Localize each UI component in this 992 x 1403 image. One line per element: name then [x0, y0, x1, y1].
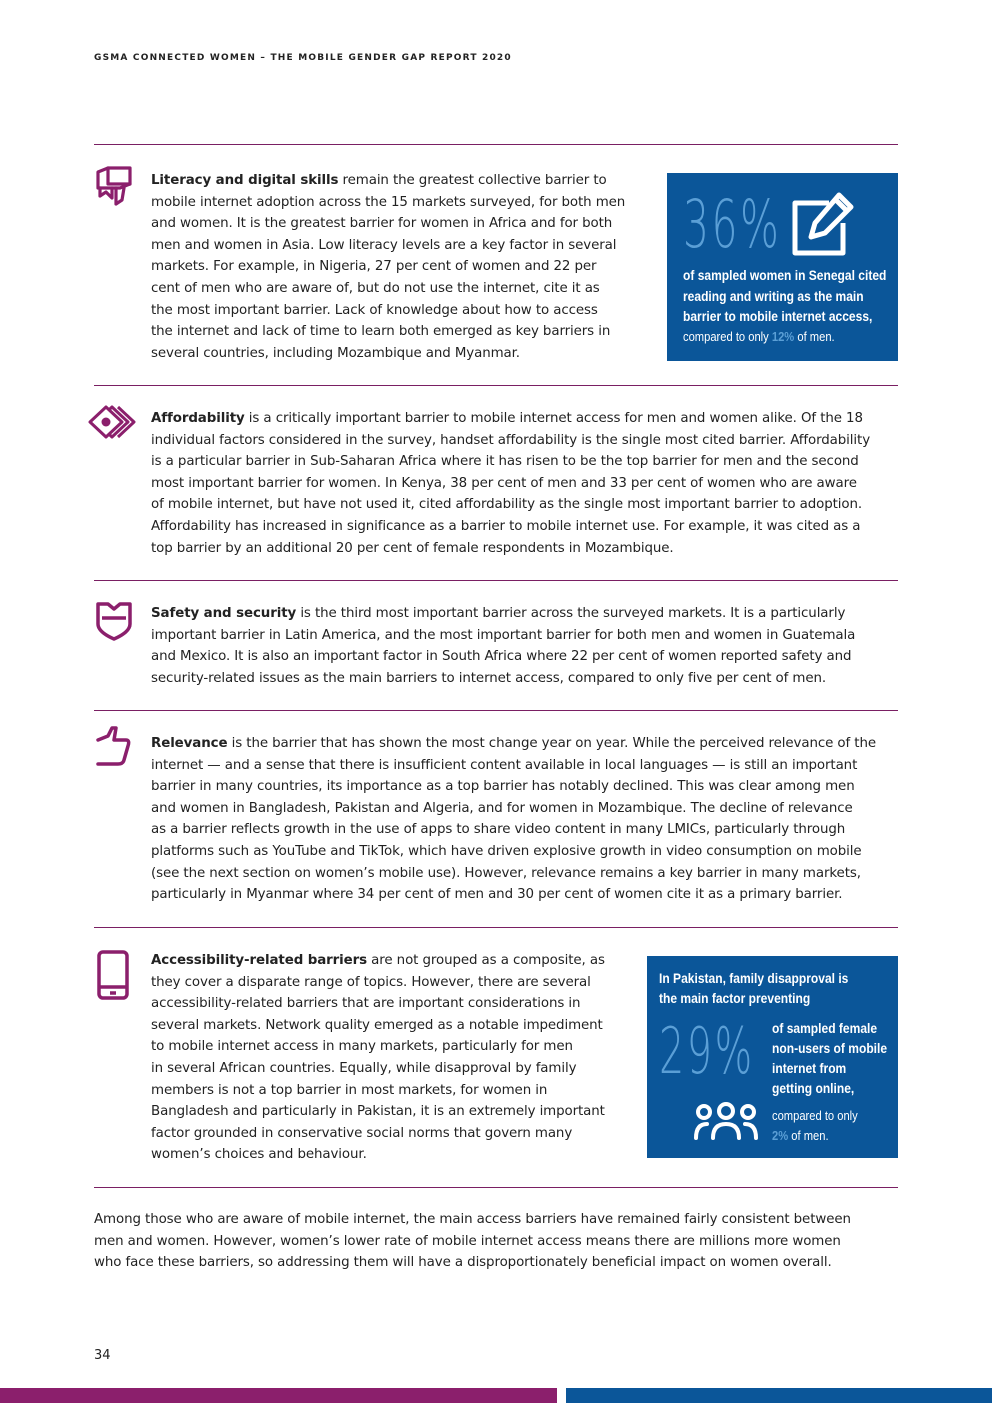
footer-bar-blue [566, 1388, 992, 1403]
pencil-edit-icon [789, 191, 857, 259]
relevance-paragraph: Relevance is the barrier that has shown the most change year on year. While the perceived relevance of the internet — and a sense that there is insufficient content available in local languages — is still an important barrier in many countries, its importance as a top barrier has notably declined. This was clear among men and women in Bangladesh, Pakistan and Algeria, and for women in Mozambique. The decline of relevance as a barrier reflects growth in the use of apps to share video content in many LMICs, particularly through platforms such as YouTube and TikTok, which have driven explosive growth in video consumption on mobile (see the next section on women’s mobile use). However, relevance remains a key barrier in many markets, particularly in Myanmar where 34 per cent of men and 30 per cent of women cite it as a primary barrier. [151, 736, 876, 903]
thumbs-up-icon [94, 724, 134, 768]
safety-heading: Safety and security [151, 606, 297, 621]
callout1-text: of sampled women in Senegal cited reading and writing as the main barrier to mobile internet access, [683, 267, 887, 324]
money-notes-icon [86, 403, 138, 441]
accessibility-paragraph: Accessibility-related barriers are not grouped as a composite, as they cover a disparate range of topics. However, there are several accessibility-related barriers that are important considerations in several markets. Network quality emerged as a notable impediment to mobile internet access in many markets, particularly for men in several African countries. Equally, while disapproval by family members is not a top barrier in most markets, for women in Bangladesh and particularly in Pakistan, it is an extremely important factor grounded in conservative social norms that govern many women’s choices and behaviour. [151, 953, 605, 1163]
callout2-comparison: compared to only 2% of men. [772, 1108, 858, 1143]
callout1-comparison: compared to only 12% of men. [683, 329, 835, 344]
literacy-heading: Literacy and digital skills [151, 173, 339, 188]
safety-paragraph: Safety and security is the third most important barrier across the surveyed markets. It is a particularly important barrier in Latin America, and the most important barrier for both men and women in Guatemala and Mexico. It is also an important factor in South Africa where 22 per cent of women reported safety and security-related issues as the main barriers to internet access, compared to only five per cent of men. [151, 606, 856, 686]
callout2-heading: In Pakistan, family disapproval is the main factor preventing [659, 970, 849, 1006]
closing-paragraph: Among those who are aware of mobile internet, the main access barriers have remained fairly consistent between men and women. However, women’s lower rate of mobile internet access means there are millions more women who face these barriers, so addressing them will have a disproportionately beneficial impact on women overall. [94, 1212, 851, 1271]
senegal-stat-callout [667, 173, 898, 361]
section-divider [94, 927, 898, 928]
section-divider [94, 385, 898, 386]
section-divider [94, 1187, 898, 1188]
pakistan-stat-callout [647, 956, 898, 1158]
callout2-text: of sampled female non-users of mobile internet from getting online, [772, 1020, 888, 1096]
section-divider [94, 580, 898, 581]
accessibility-heading: Accessibility-related barriers [151, 953, 368, 968]
book-hand-icon [94, 164, 134, 210]
literacy-paragraph: Literacy and digital skills remain the greatest collective barrier to mobile internet adoption across the 15 markets surveyed, for both men and women. It is the greatest barrier for women in Africa and for both men and women in Asia. Low literacy levels are a key factor in several markets. For example, in Nigeria, 27 per cent of women and 22 per cent of men who are aware of, but do not use the internet, cite it as the most important barrier. Lack of knowledge about how to access the internet and lack of time to learn both emerged as key barriers in several countries, including Mozambique and Myanmar. [151, 173, 626, 361]
affordability-heading: Affordability [151, 411, 245, 426]
mobile-phone-icon [96, 949, 130, 1001]
stat-29-percent: 29% [659, 1015, 755, 1089]
section-divider [94, 710, 898, 711]
footer-bar-purple [0, 1388, 557, 1403]
page-number: 34 [94, 1348, 111, 1363]
relevance-heading: Relevance [151, 736, 228, 751]
people-group-icon [693, 1102, 759, 1142]
section-divider [94, 144, 898, 145]
report-header: GSMA CONNECTED WOMEN – THE MOBILE GENDER GAP REPORT 2020 [94, 53, 512, 63]
affordability-paragraph: Affordability is a critically important barrier to mobile internet access for men and women alike. Of the 18 individual factors considered in the survey, handset affordability is the single most cited barrier. Affordability is a particular barrier in Sub-Saharan Africa where it has risen to be the top barrier for men and the second most important barrier for women. In Kenya, 38 per cent of men and 33 per cent of women who are aware of mobile internet, but have not used it, cited affordability as the single most important barrier to adoption. Affordability has increased in significance as a barrier to mobile internet use. For example, it was cited as a top barrier by an additional 20 per cent of female respondents in Mozambique. [151, 411, 871, 556]
stat-36-percent: 36% [683, 186, 782, 263]
shield-icon [94, 600, 134, 642]
